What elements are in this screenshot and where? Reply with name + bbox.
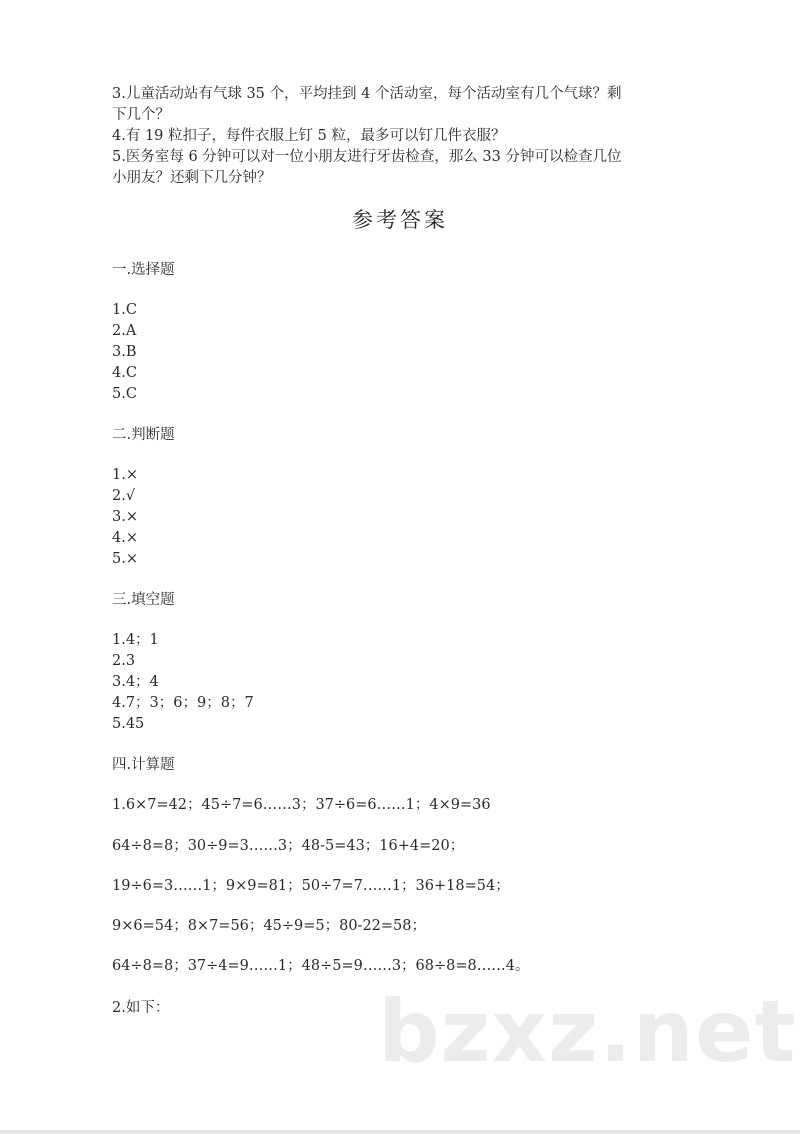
answer-item: 3.B xyxy=(112,344,137,360)
answer-item: 19÷6=3……1；9×9=81；50÷7=7……1；36+18=54； xyxy=(112,878,510,894)
section-heading: 二.判断题 xyxy=(112,427,175,443)
answer-item: 2.如下： xyxy=(112,1000,170,1016)
answer-item: 1.6×7=42；45÷7=6……3；37÷6=6……1；4×9=36 xyxy=(112,797,491,813)
answer-item: 4.C xyxy=(112,365,137,381)
question-line: 4.有 19 粒扣子，每件衣服上钉 5 粒，最多可以钉几件衣服？ xyxy=(112,128,506,144)
answer-item: 2.√ xyxy=(112,488,136,504)
watermark: bzxz.net xyxy=(378,982,797,1082)
answer-item: 1.C xyxy=(112,302,137,318)
answer-item: 64÷8=8；37÷4=9……1；48÷5=9……3；68÷8=8……4。 xyxy=(112,958,530,974)
answer-item: 1.4；1 xyxy=(112,632,159,648)
answer-item: 2.3 xyxy=(112,653,136,669)
section-heading: 四.计算题 xyxy=(112,757,175,773)
question-line: 3.儿童活动站有气球 35 个，平均挂到 4 个活动室，每个活动室有几个气球？剩 xyxy=(112,86,622,102)
answer-item: 5.C xyxy=(112,386,137,402)
answer-title: 参考答案 xyxy=(352,208,448,232)
answer-item: 4.× xyxy=(112,530,138,546)
answer-item: 5.× xyxy=(112,551,138,567)
answer-item: 9×6=54；8×7=56；45÷9=5；80-22=58； xyxy=(112,918,427,934)
question-line: 5.医务室每 6 分钟可以对一位小朋友进行牙齿检查，那么 33 分钟可以检查几位 xyxy=(112,149,622,165)
section-heading: 三.填空题 xyxy=(112,592,175,608)
answer-item: 4.7；3；6；9；8；7 xyxy=(112,695,254,711)
question-line: 小朋友？还剩下几分钟？ xyxy=(112,170,272,186)
answer-item: 3.× xyxy=(112,509,138,525)
answer-item: 3.4；4 xyxy=(112,674,159,690)
section-heading: 一.选择题 xyxy=(112,262,175,278)
answer-item: 2.A xyxy=(112,323,137,339)
answer-item: 5.45 xyxy=(112,716,145,732)
question-line: 下几个？ xyxy=(112,107,170,123)
answer-item: 1.× xyxy=(112,467,138,483)
page-edge xyxy=(0,1130,800,1134)
answer-item: 64÷8=8；30÷9=3……3；48-5=43；16+4=20； xyxy=(112,838,465,854)
